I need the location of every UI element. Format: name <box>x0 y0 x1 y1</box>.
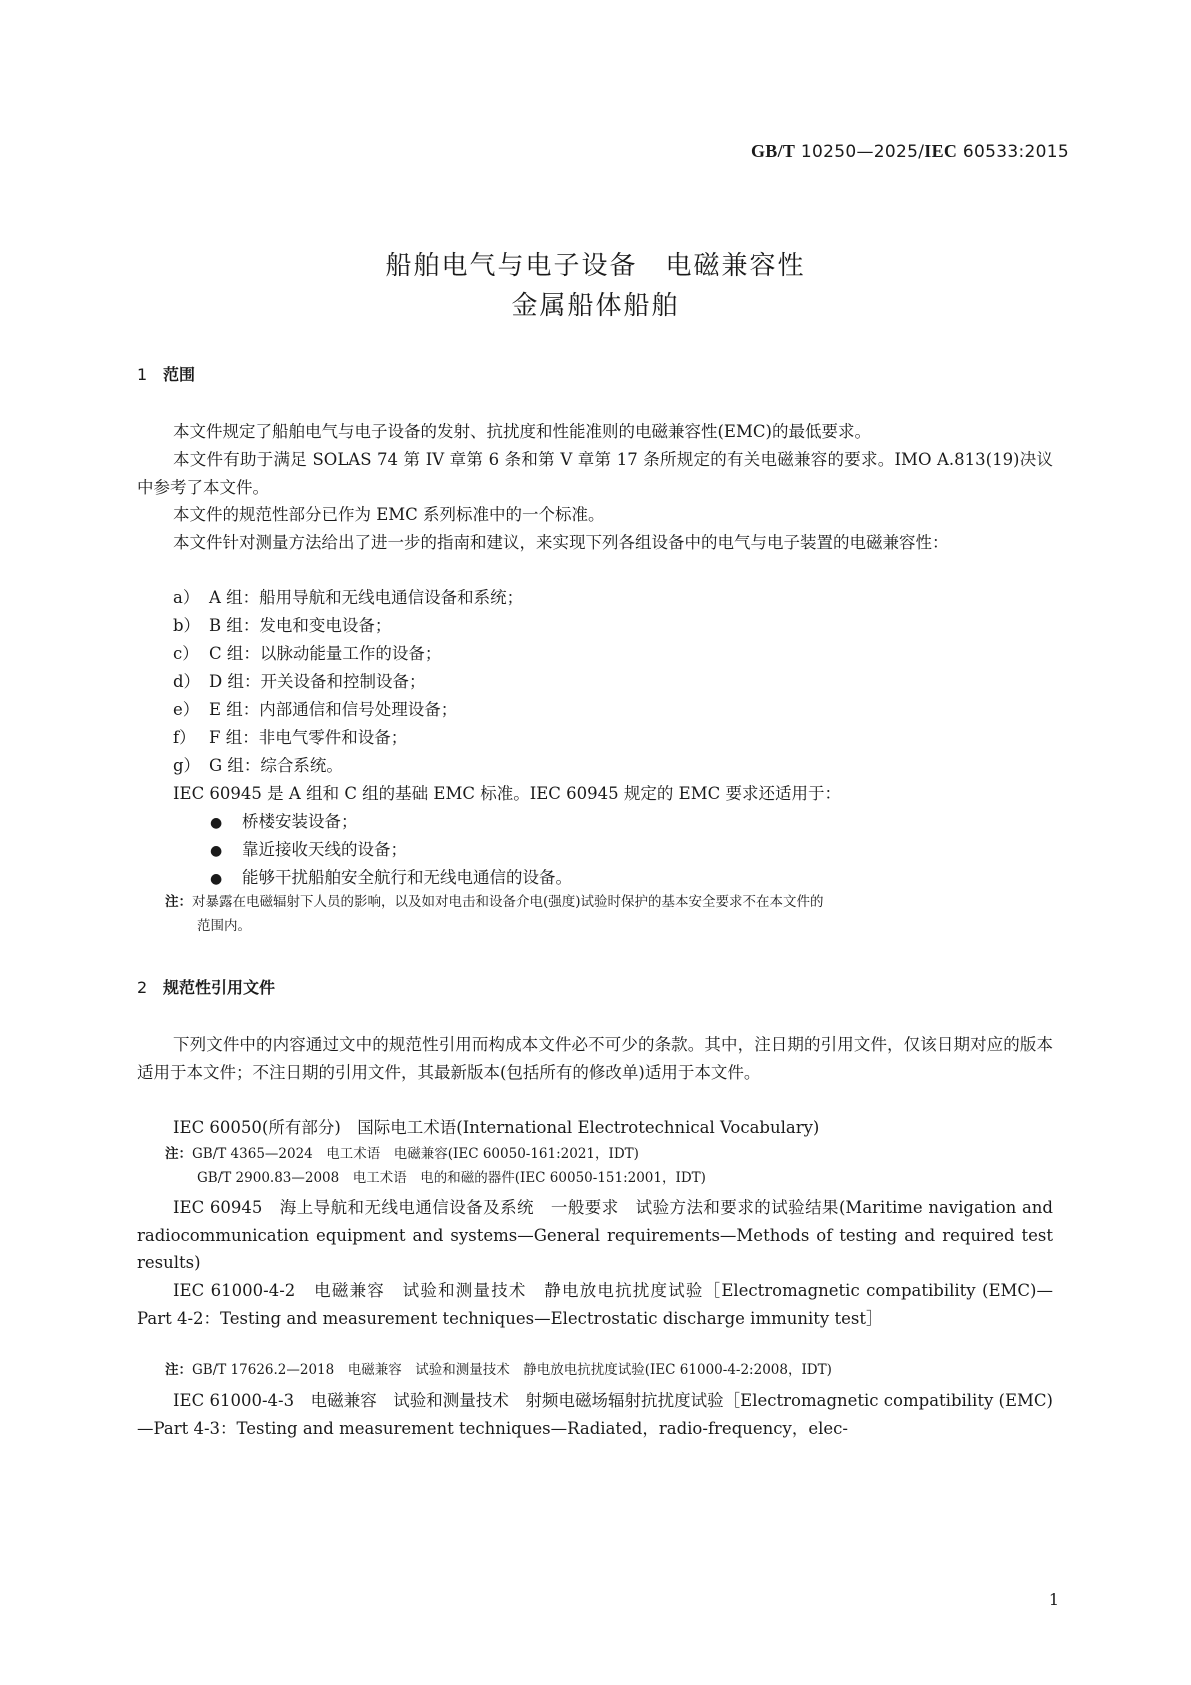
list-item <box>173 752 343 780</box>
iec-number: 60533:2015 <box>962 142 1069 162</box>
list-marker: d） <box>173 672 201 691</box>
note <box>165 1142 1055 1190</box>
list-text: E 组：内部通信和信号处理设备； <box>209 700 458 719</box>
bullet-text: 能够干扰船舶安全航行和无线电通信的设备。 <box>242 868 572 887</box>
iec-prefix: IEC <box>924 141 958 161</box>
note-text: 对暴露在电磁辐射下人员的影响，以及如对电击和设备介电(强度)试验时保护的基本安全要求不在本文件的 <box>192 894 824 910</box>
note <box>165 1358 1055 1382</box>
bullet-item <box>210 836 407 866</box>
bullet-item <box>210 808 358 838</box>
list-text: D 组：开关设备和控制设备； <box>209 672 426 691</box>
list-marker: b） <box>173 616 201 635</box>
note-label: 注： <box>165 1362 192 1378</box>
list-marker: c） <box>173 644 199 663</box>
document-title-line1: 船舶电气与电子设备 电磁兼容性 <box>385 251 806 281</box>
note-text-continued: 范围内。 <box>197 918 251 934</box>
list-item <box>173 640 441 668</box>
note-text-continued: GB/T 2900.83—2008 电工术语 电的和磁的器件(IEC 60050-151:2001，IDT) <box>197 1170 706 1186</box>
reference-entry: IEC 61000-4-2 电磁兼容 试验和测量技术 静电放电抗扰度试验［Electromagnetic compatibility (EMC)—Part 4-2：Testing and measurement techniques—Electrostatic discharge immunity test］ <box>137 1281 1053 1328</box>
note-text: GB/T 4365—2024 电工术语 电磁兼容(IEC 60050-161:2021，IDT) <box>192 1146 639 1162</box>
section-title: 范围 <box>163 365 196 384</box>
list-item <box>173 696 457 724</box>
paragraph: IEC 60945 是 A 组和 C 组的基础 EMC 标准。IEC 60945 规定的 EMC 要求还适用于： <box>173 784 841 803</box>
list-item <box>173 584 523 612</box>
list-text: A 组：船用导航和无线电通信设备和系统； <box>209 588 524 607</box>
page-number: 1 <box>1048 1590 1059 1609</box>
note <box>165 890 1055 938</box>
std-number: 10250—2025/ <box>800 142 925 162</box>
section-number: 2 <box>137 978 148 997</box>
list-text: B 组：发电和变电设备； <box>209 616 392 635</box>
bullet-text: 桥楼安装设备； <box>242 812 358 831</box>
section-title: 规范性引用文件 <box>163 978 276 997</box>
bullet-icon: ● <box>210 871 223 887</box>
list-text: C 组：以脉动能量工作的设备； <box>209 644 442 663</box>
paragraph: 本文件的规范性部分已作为 EMC 系列标准中的一个标准。 <box>173 505 605 524</box>
reference-entry: IEC 60050(所有部分) 国际电工术语(International Electrotechnical Vocabulary) <box>173 1118 820 1137</box>
paragraph: 下列文件中的内容通过文中的规范性引用而构成本文件必不可少的条款。其中，注日期的引用文件，仅该日期对应的版本适用于本文件；不注日期的引用文件，其最新版本(包括所有的修改单)适用于本文件。 <box>137 1035 1053 1082</box>
note-text: GB/T 17626.2—2018 电磁兼容 试验和测量技术 静电放电抗扰度试验(IEC 61000-4-2:2008，IDT) <box>192 1362 832 1378</box>
list-item <box>173 724 407 752</box>
list-marker: g） <box>173 756 201 775</box>
note-label: 注： <box>165 1146 192 1162</box>
list-item <box>173 668 425 696</box>
reference-entry: IEC 61000-4-3 电磁兼容 试验和测量技术 射频电磁场辐射抗扰度试验［Electromagnetic compatibility (EMC)—Part 4-3：Testing and measurement techniques—Radiated，radio-frequency，elec- <box>137 1391 1053 1438</box>
document-title-line2: 金属船体船舶 <box>511 291 680 321</box>
std-prefix: GB/T <box>750 141 796 161</box>
list-text: G 组：综合系统。 <box>209 756 343 775</box>
bullet-icon: ● <box>210 843 223 859</box>
list-marker: e） <box>173 700 200 719</box>
note-label: 注： <box>165 894 192 910</box>
section-number: 1 <box>137 365 148 384</box>
standard-code <box>751 141 1069 162</box>
section-heading-scope <box>137 362 195 385</box>
list-marker: f） <box>173 728 196 747</box>
list-marker: a） <box>173 588 200 607</box>
paragraph: 本文件有助于满足 SOLAS 74 第 IV 章第 6 条和第 V 章第 17 条所规定的有关电磁兼容的要求。IMO A.813(19)决议中参考了本文件。 <box>137 450 1053 497</box>
reference-entry: IEC 60945 海上导航和无线电通信设备及系统 一般要求 试验方法和要求的试验结果(Maritime navigation and radiocommunication equipment and systems—General requirements—Methods of testing and required test results) <box>137 1198 1053 1273</box>
paragraph: 本文件针对测量方法给出了进一步的指南和建议，来实现下列各组设备中的电气与电子装置的电磁兼容性： <box>173 533 949 552</box>
list-item <box>173 612 391 640</box>
paragraph: 本文件规定了船舶电气与电子设备的发射、抗扰度和性能准则的电磁兼容性(EMC)的最低要求。 <box>173 422 871 441</box>
bullet-text: 靠近接收天线的设备； <box>242 840 407 859</box>
list-text: F 组：非电气零件和设备； <box>209 728 408 747</box>
bullet-icon: ● <box>210 815 223 831</box>
section-heading-normative-references <box>137 975 275 998</box>
